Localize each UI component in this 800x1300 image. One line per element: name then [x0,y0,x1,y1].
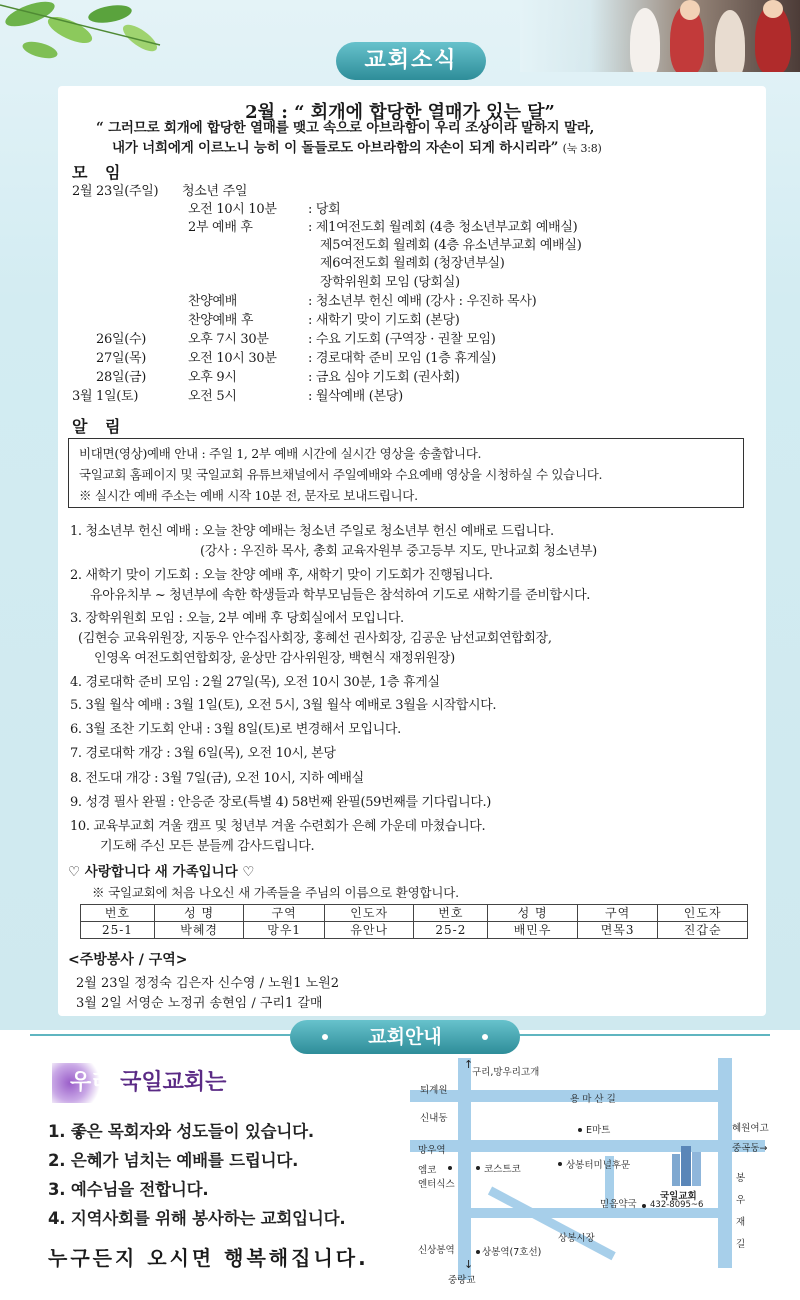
notice-item: (강사 : 우진하 목사, 총회 교육자원부 중고등부 지도, 만나교회 청소년부) [200,544,597,559]
slogan: 누구든지 오시면 행복해집니다. [48,1246,369,1270]
map-label: 구리,망우리고개 [472,1067,540,1078]
meeting-description: : 당회 [308,202,341,217]
new-family-note: ※ 국일교회에 처음 나오신 새 가족들을 주님의 이름으로 환영합니다. [92,885,459,900]
meeting-date: 2월 23일(주일) [72,184,159,199]
meeting-description: 제6여전도회 월례회 (청장년부실) [320,256,505,271]
theme-verse [96,118,736,159]
notice-item: 4. 경로대학 준비 모임 : 2월 27일(목), 오전 10시 30분, 1층 휴게실 [70,675,440,690]
online-worship-notice [68,438,744,508]
choir-photo [520,0,800,72]
map-label: 상봉역(7호선) [482,1247,542,1258]
map-label: 중랑교 [448,1275,476,1286]
kitchen-service-title: <주방봉사 / 구역> [68,952,188,968]
notices-heading: 알 림 [72,417,127,436]
meeting-description: : 경로대학 준비 모임 (1층 휴게실) [308,351,496,366]
map-label-bongujae: 봉 우 재 길 [736,1173,746,1250]
table-header-cell: 성 명 [488,905,578,922]
map-marker-icon [558,1162,562,1166]
notice-box-line: 국일교회 홈페이지 및 국일교회 유튜브채널에서 주일예배와 수요예배 영상을 시청하실 수 있습니다. [79,467,603,482]
meeting-time: 오전 5시 [188,389,237,404]
map-marker-icon [476,1166,480,1170]
meeting-time: 찬양예배 후 [188,313,254,328]
map-label: 중곡동→ [732,1143,768,1154]
table-header-cell: 인도자 [324,905,414,922]
notice-item: 유아유치부 ~ 청년부에 속한 학생들과 학부모님들은 참석하여 기도로 새학기를 준비합시다. [90,588,591,603]
map-marker-icon [476,1250,480,1254]
new-family-title: ♡ 사랑합니다 새 가족입니다 ♡ [68,864,255,880]
table-cell: 박혜경 [154,922,244,939]
map-marker-icon [448,1166,452,1170]
table-cell: 25-2 [414,922,488,939]
verse-reference: (눅 3:8) [562,142,602,155]
church-point: 4. 지역사회를 위해 봉사하는 교회입니다. [48,1209,346,1228]
church-point: 3. 예수님을 전합니다. [48,1180,209,1199]
meeting-time: 오후 7시 30분 [188,332,269,347]
notice-item: 1. 청소년부 헌신 예배 : 오늘 찬양 예배는 청소년 주일로 청소년부 헌신 예배로 드립니다. [70,524,554,539]
table-cell: 망우1 [244,922,324,939]
meeting-description: : 새학기 맞이 기도회 (본당) [308,313,460,328]
meeting-time: 오전 10시 30분 [188,351,277,366]
table-cell: 유안나 [324,922,414,939]
service-line: 3월 2일 서영순 노정귀 송현임 / 구리1 갈매 [76,996,323,1011]
map-label: 코스트코 [484,1164,521,1175]
notice-item: 9. 성경 필사 완필 : 안응준 장로(특별 4) 58번째 완필(59번째를 기다립니다.) [70,795,492,810]
notice-item: 7. 경로대학 개강 : 3월 6일(목), 오전 10시, 본당 [70,746,336,761]
monthly-theme: 2월 : “ 회개에 합당한 열매가 있는 달” [245,102,555,123]
map-label: 상봉터미널후문 [566,1160,631,1171]
verse-line-1: “ 그러므로 회개에 합당한 열매를 맺고 속으로 아브라함이 우리 조상이라 말하지 말라, [96,120,595,136]
page-title: 교회소식 [336,42,486,80]
map-label: 신내동 [420,1113,448,1124]
map-label: 혜원여고 [732,1123,769,1134]
meeting-time: 오후 9시 [188,370,237,385]
meeting-description: : 월삭예배 (본당) [308,389,403,404]
map-label-phone: 432-8095~6 [650,1200,704,1210]
church-building-icon [668,1144,708,1188]
church-point: 1. 좋은 목회자와 성도들이 있습니다. [48,1122,314,1141]
table-cell: 진갑순 [658,922,748,939]
notice-item: 8. 전도대 개강 : 3월 7일(금), 오전 10시, 지하 예배실 [70,771,364,786]
notice-item: 인영옥 여전도회연합회장, 윤상만 감사위원장, 백현식 재정위원장) [94,651,455,666]
notice-item: 3. 장학위원회 모임 : 오늘, 2부 예배 후 당회실에서 모입니다. [70,611,404,626]
meeting-description: 장학위원회 모임 (당회실) [320,275,460,290]
notice-box-line: 비대면(영상)예배 안내 : 주일 1, 2부 예배 시간에 실시간 영상을 송출합니다. [79,446,482,461]
table-header-cell: 번호 [414,905,488,922]
new-family-table [80,904,748,939]
map-label: 용 마 산 길 [570,1094,616,1105]
meeting-description: : 금요 심야 기도회 (권사회) [308,370,460,385]
map-label: 엠코 엔터식스 [418,1165,455,1190]
table-cell: 면목3 [577,922,657,939]
notice-item: 2. 새학기 맞이 기도회 : 오늘 찬양 예배 후, 새학기 맞이 기도회가 진행됩니다. [70,568,493,583]
table-header-cell: 성 명 [154,905,244,922]
meeting-description: 제5여전도회 월례회 (4층 유소년부교회 예배실) [320,238,582,253]
notice-item: (김현승 교육위원장, 지동우 안수집사회장, 홍혜선 권사회장, 김공운 남선교회연합회장, [78,631,552,646]
notice-box-line: ※ 실시간 예배 주소는 예배 시작 10분 전, 문자로 보내드립니다. [79,488,418,503]
south-arrow-icon: ↓ [464,1258,474,1271]
notice-item: 기도해 주신 모든 분들께 감사드립니다. [100,839,315,854]
notice-item: 5. 3월 월삭 예배 : 3월 1일(토), 오전 5시, 3월 월삭 예배로 3월을 시작합시다. [70,698,497,713]
map-label-church: 국일교회 [660,1191,697,1202]
meetings-heading: 모 임 [72,163,127,182]
map-label: 상봉시장 [558,1233,595,1244]
meeting-date: 28일(금) [96,370,147,385]
meeting-time: 청소년 주일 [182,184,248,199]
table-header-cell: 번호 [81,905,155,922]
meeting-date: 26일(수) [96,332,147,347]
guide-title: 교회안내 [290,1020,520,1054]
meeting-description: : 제1여전도회 월례회 (4층 청소년부교회 예배실) [308,220,578,235]
map-marker-icon [578,1128,582,1132]
meeting-date: 3월 1일(토) [72,389,139,404]
meeting-time: 오전 10시 10분 [188,202,277,217]
map-label: 믿음약국 [600,1199,637,1210]
road-horizontal-mid [410,1140,765,1152]
map-label: 퇴계원 [420,1085,448,1096]
map-marker-icon [642,1204,646,1208]
leaves-decoration [0,0,170,70]
table-cell: 25-1 [81,922,155,939]
notice-item: 6. 3월 조찬 기도회 안내 : 3월 8일(토)로 변경해서 모입니다. [70,722,401,737]
map-label: 망우역 [418,1145,446,1156]
location-map [410,1058,780,1290]
table-header-cell: 구역 [577,905,657,922]
service-line: 2월 23일 정정숙 김은자 신수영 / 노원1 노원2 [76,976,340,991]
north-arrow-icon: ↑ [464,1058,474,1071]
map-label: 신상봉역 [418,1245,455,1256]
church-intro-title: 우리 국일교회는 [52,1063,262,1103]
table-header-cell: 구역 [244,905,324,922]
meeting-date: 27일(목) [96,351,147,366]
table-header-cell: 인도자 [658,905,748,922]
meeting-time: 찬양예배 [188,294,238,309]
notice-item: 10. 교육부교회 겨울 캠프 및 청년부 겨울 수련회가 은혜 가운데 마쳤습니다. [70,819,486,834]
meeting-time: 2부 예배 후 [188,220,253,235]
table-row [81,922,748,939]
meeting-description: : 청소년부 헌신 예배 (강사 : 우진하 목사) [308,294,537,309]
table-header-row [81,905,748,922]
church-point: 2. 은혜가 넘치는 예배를 드립니다. [48,1151,299,1170]
map-label: E마트 [586,1125,611,1136]
verse-line-2: 내가 너희에게 이르노니 능히 이 돌들로도 아브라함의 자손이 되게 하시리라” (눅 3:8) [112,140,602,156]
meeting-description: : 수요 기도회 (구역장 · 권찰 모임) [308,332,496,347]
table-cell: 배민우 [488,922,578,939]
